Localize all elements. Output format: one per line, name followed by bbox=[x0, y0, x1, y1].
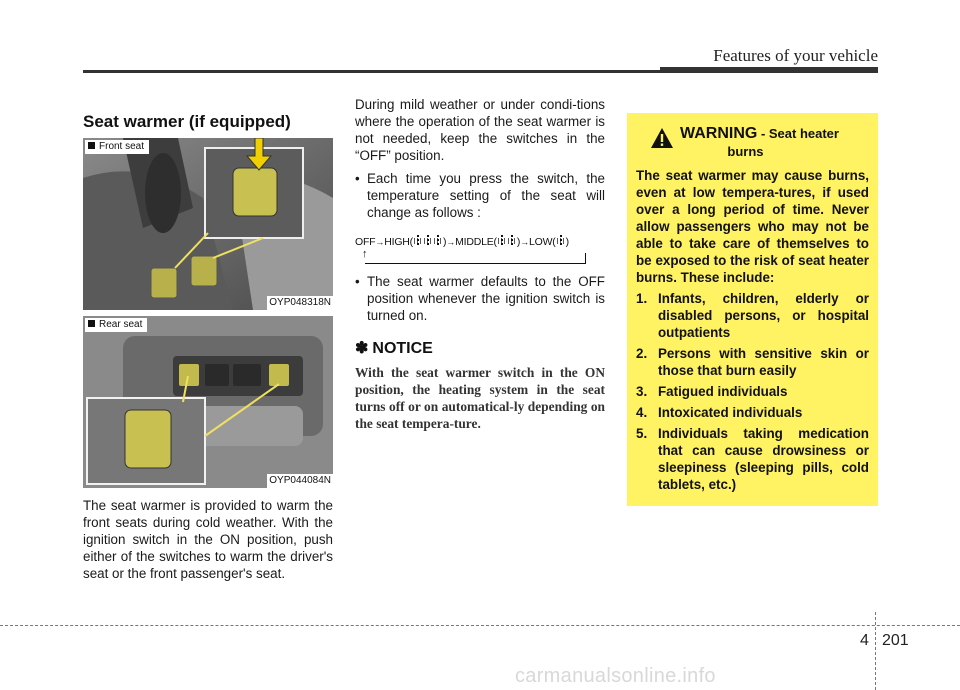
seq-arrow-2: → bbox=[446, 237, 456, 247]
warning-list-item bbox=[636, 345, 869, 379]
page-number: 201 bbox=[882, 632, 909, 649]
sequence-up-arrow: ↑ bbox=[362, 248, 368, 260]
warning-list-item bbox=[636, 383, 869, 400]
warning-list-item bbox=[636, 404, 869, 421]
rear-seat-figure-code: OYP044084N bbox=[269, 475, 331, 486]
heat-level-icon bbox=[557, 235, 565, 247]
rear-seat-photo bbox=[83, 316, 333, 488]
item-number: 2. bbox=[636, 346, 648, 361]
seq-low-label: LOW( bbox=[528, 236, 556, 248]
warning-subtitle-line2: burns bbox=[727, 144, 764, 159]
warning-list-item bbox=[636, 290, 869, 341]
middle-column bbox=[355, 96, 605, 432]
notice-text: With the seat warmer switch in the ON position, the heating system in the seat turns off or on automatical-ly depending on the seat tempera-ture. bbox=[355, 365, 605, 431]
item-number: 4. bbox=[636, 405, 648, 420]
seq-middle-label: MIDDLE( bbox=[455, 236, 497, 248]
section-title: Seat warmer (if equipped) bbox=[83, 112, 291, 131]
item-number: 1. bbox=[636, 291, 648, 306]
item-text: Infants, children, elderly or disabled persons, or hospital outpatients bbox=[658, 291, 869, 340]
intro-paragraph: The seat warmer is provided to warm the front seats during cold weather. With the ignition switch in the ON position, push either of the switches to warm the driver's seat or the front passenger's seat. bbox=[83, 498, 333, 581]
seq-close-3: ) bbox=[565, 236, 569, 248]
bullet-mark: • bbox=[355, 274, 360, 289]
warning-box bbox=[627, 113, 878, 506]
sequence-return-line bbox=[365, 253, 586, 264]
item-number: 3. bbox=[636, 384, 648, 399]
item-text: Fatigued individuals bbox=[658, 384, 788, 399]
header-rule-accent bbox=[660, 67, 878, 73]
footer-divider bbox=[875, 612, 876, 690]
heat-level-icon bbox=[424, 235, 432, 247]
rear-console-illustration bbox=[83, 316, 333, 488]
warning-intro: The seat warmer may cause burns, even at low tempera-tures, if used over a long period of time. Never allow passengers who may not be able to take care of themselves to be exposed to the risk of seat heater burns. These include: bbox=[636, 168, 869, 285]
seq-high-label: HIGH( bbox=[384, 236, 413, 248]
temperature-sequence-diagram bbox=[355, 229, 605, 267]
seq-close-2: ) bbox=[516, 236, 521, 248]
heat-level-icon bbox=[498, 235, 506, 247]
item-text: Persons with sensitive skin or those that burn easily bbox=[658, 346, 869, 378]
footer-rule bbox=[0, 625, 960, 626]
notice-star-icon: ✽ bbox=[355, 340, 369, 357]
item-number: 5. bbox=[636, 426, 648, 441]
front-seat-photo bbox=[83, 138, 333, 310]
front-seat-tag bbox=[85, 140, 149, 154]
bullet-default-off bbox=[355, 273, 605, 324]
notice-title: NOTICE bbox=[372, 340, 433, 357]
heat-level-icon bbox=[434, 235, 442, 247]
notice-heading bbox=[355, 338, 605, 358]
heat-level-icon bbox=[508, 235, 516, 247]
front-seat-figure-code: OYP048318N bbox=[269, 297, 331, 308]
rear-seat-tag bbox=[85, 318, 147, 332]
seq-off-label: OFF bbox=[355, 236, 376, 248]
bullet-switch-sequence-text: Each time you press the switch, the temperature setting of the seat will change as follows : bbox=[367, 171, 605, 220]
bullet-mark: • bbox=[355, 171, 360, 186]
bullet-switch-sequence bbox=[355, 170, 605, 221]
heat-level-icon bbox=[414, 235, 422, 247]
bullet-default-off-text: The seat warmer defaults to the OFF position whenever the ignition switch is turned on. bbox=[367, 274, 605, 323]
chapter-header-title: Features of your vehicle bbox=[713, 46, 878, 65]
front-console-illustration bbox=[83, 138, 333, 310]
warning-list-item bbox=[636, 425, 869, 493]
warning-header bbox=[636, 125, 869, 161]
warning-list bbox=[636, 290, 869, 493]
chapter-number: 4 bbox=[860, 632, 869, 649]
watermark: carmanualsonline.info bbox=[515, 665, 716, 687]
front-seat-tag-label: Front seat bbox=[99, 141, 145, 152]
seq-close-1: ) bbox=[442, 236, 447, 248]
item-text: Intoxicated individuals bbox=[658, 405, 803, 420]
warning-label: WARNING bbox=[680, 125, 758, 142]
mild-weather-paragraph: During mild weather or under condi-tions where the operation of the seat warmer is not needed, keep the switches in the “OFF” position. bbox=[355, 97, 605, 163]
rear-seat-tag-label: Rear seat bbox=[99, 319, 143, 330]
seq-arrow-3: → bbox=[520, 237, 529, 247]
seq-arrow-1: → bbox=[375, 237, 385, 247]
warning-subtitle-line1: - Seat heater bbox=[757, 126, 839, 141]
item-text: Individuals taking medication that can cause drowsiness or sleepiness (sleeping pills, cold tablets, etc.) bbox=[658, 426, 869, 492]
